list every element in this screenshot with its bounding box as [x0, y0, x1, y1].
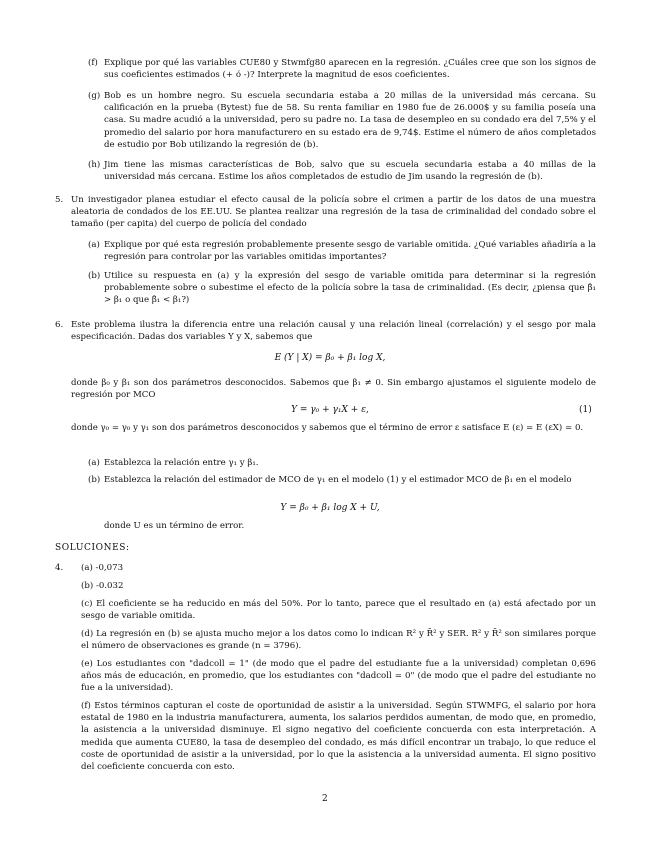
q5-label: 5.: [55, 195, 64, 205]
q5-item-b-label: (b): [88, 271, 101, 281]
q4-item-g-text: Bob es un hombre negro. Su escuela secundaria estaba a 20 millas de la universidad más cercana. Su calificación en la prueba (Bytest) fue de 58. Su renta familiar en 1980 fue de 26.000$ y su familia poseía una casa. Su madre acudió a la universidad, pero su padre no. La tasa de desempleo en su condado era del 7,5% y el promedio del salario por hora manufacturero en su estado era de 9,74$. Estime el número de años completados de estudio por Bob utilizando la regresión de (b).: [104, 91, 596, 150]
q6-text-2: donde β₀ y β₁ son dos parámetros desconocidos. Sabemos que β₁ ≠ 0. Sin embargo ajustamos el siguiente modelo de regresión por MCO: [71, 378, 596, 401]
solution-4-c: (c) El coeficiente se ha reducido en más del 50%. Por lo tanto, parece que el resultado en (a) está afectado por un sesgo de variable omitida.: [81, 599, 596, 622]
q4-item-f-label: (f): [88, 58, 98, 68]
q6-text-4: donde U es un término de error.: [104, 521, 245, 531]
q5-text: Un investigador planea estudiar el efecto causal de la policía sobre el crimen a partir de los datos de una muestra aleatoria de condados de los EE.UU. Se plantea realizar una regresión de la tasa de criminalidad del condado sobre el tamaño (per capita) del cuerpo de policía del condado: [71, 195, 596, 230]
solution-4-f: (f) Estos términos capturan el coste de oportunidad de asistir a la universidad. Según STWMFG, el salario por hora estatal de 1980 en la industria manufacturera, aumenta, los salarios perdidos aumentan, de modo que, en promedio, la asistencia a la universidad disminuye. El signo negativo del coeficiente concuerda con esta interpretación. A medida que aumenta CUE80, la tasa de desempleo del condado, es más difícil encontrar un trabajo, lo que reduce el coste de oportunidad de asistir a la universidad, por lo que la asistencia a la universidad aumenta. El signo positivo del coeficiente concuerda con esto.: [81, 701, 596, 773]
q6-item-a-text: Establezca la relación entre γ₁ y β₁.: [104, 458, 259, 468]
q5-item-a-label: (a): [88, 240, 100, 250]
page-number: 2: [322, 794, 328, 804]
q6-label: 6.: [55, 320, 64, 330]
q6-equation-number: (1): [579, 405, 592, 415]
q6-text: Este problema ilustra la diferencia entre una relación causal y una relación lineal (correlación) y el sesgo por mala especificación. Dadas dos variables Y y X, sabemos que: [71, 320, 596, 343]
q5-item-b-text: Utilice su respuesta en (a) y la expresión del sesgo de variable omitida para determinar si la regresión probablemente sobre o subestime el efecto de la policía sobre la tasa de criminalidad. (Es decir, ¿piensa que β̂₁ > β₁ o que β̂₁ < β₁?): [104, 271, 596, 306]
q4-item-f-text: Explique por qué las variables CUE80 y Stwmfg80 aparecen en la regresión. ¿Cuáles cree que son los signos de sus coeficientes estimados (+ ó -)? Interprete la magnitud de esos coeficientes.: [104, 58, 596, 81]
solution-4-a: (a) -0,073: [81, 563, 124, 573]
solution-4-label: 4.: [55, 563, 64, 573]
q6-item-b-text: Establezca la relación del estimador de MCO de γ₁ en el modelo (1) y el estimador MCO de β₁ en el modelo: [104, 475, 572, 485]
solution-4-e: (e) Los estudiantes con "dadcoll = 1" (de modo que el padre del estudiante fue a la universidad) completan 0,696 años más de educación, en promedio, que los estudiantes con "dadcoll = 0" (de modo que el padre del estudiante no fue a la universidad).: [81, 659, 596, 694]
q5-item-a-text: Explique por qué esta regresión probablemente presente sesgo de variable omitida. ¿Qué variables añadiría a la regresión para controlar por las variables omitidas importantes?: [104, 240, 596, 263]
solutions-heading: SOLUCIONES:: [55, 543, 130, 553]
q6-text-3: donde γ₀ = γ₀ y γ₁ son dos parámetros desconocidos y sabemos que el término de error ε satisface E (ε) = E (εX) = 0.: [71, 423, 584, 433]
q6-item-b-label: (b): [88, 475, 101, 485]
q4-item-h-label: (h): [88, 160, 101, 170]
q6-equation-regression-model: Y = γ₀ + γ₁X + ε,: [291, 405, 369, 415]
solution-4-b: (b) -0.032: [81, 581, 124, 591]
q6-equation-conditional-expectation: E (Y | X) = β₀ + β₁ log X,: [274, 353, 386, 363]
q4-item-h-text: Jim tiene las mismas características de Bob, salvo que su escuela secundaria estaba a 40 millas de la universidad más cercana. Estime los años completados de estudio de Jim usando la regresión de (b).: [104, 160, 596, 183]
q4-item-g-label: (g): [88, 91, 101, 101]
solution-4-d: (d) La regresión en (b) se ajusta mucho mejor a los datos como lo indican R² y R̄² y SER. R² y R̄² son similares porque el número de observaciones es grande (n = 3796).: [81, 629, 596, 652]
q6-item-a-label: (a): [88, 458, 100, 468]
q6-equation-log-model: Y = β₀ + β₁ log X + U,: [280, 503, 380, 513]
